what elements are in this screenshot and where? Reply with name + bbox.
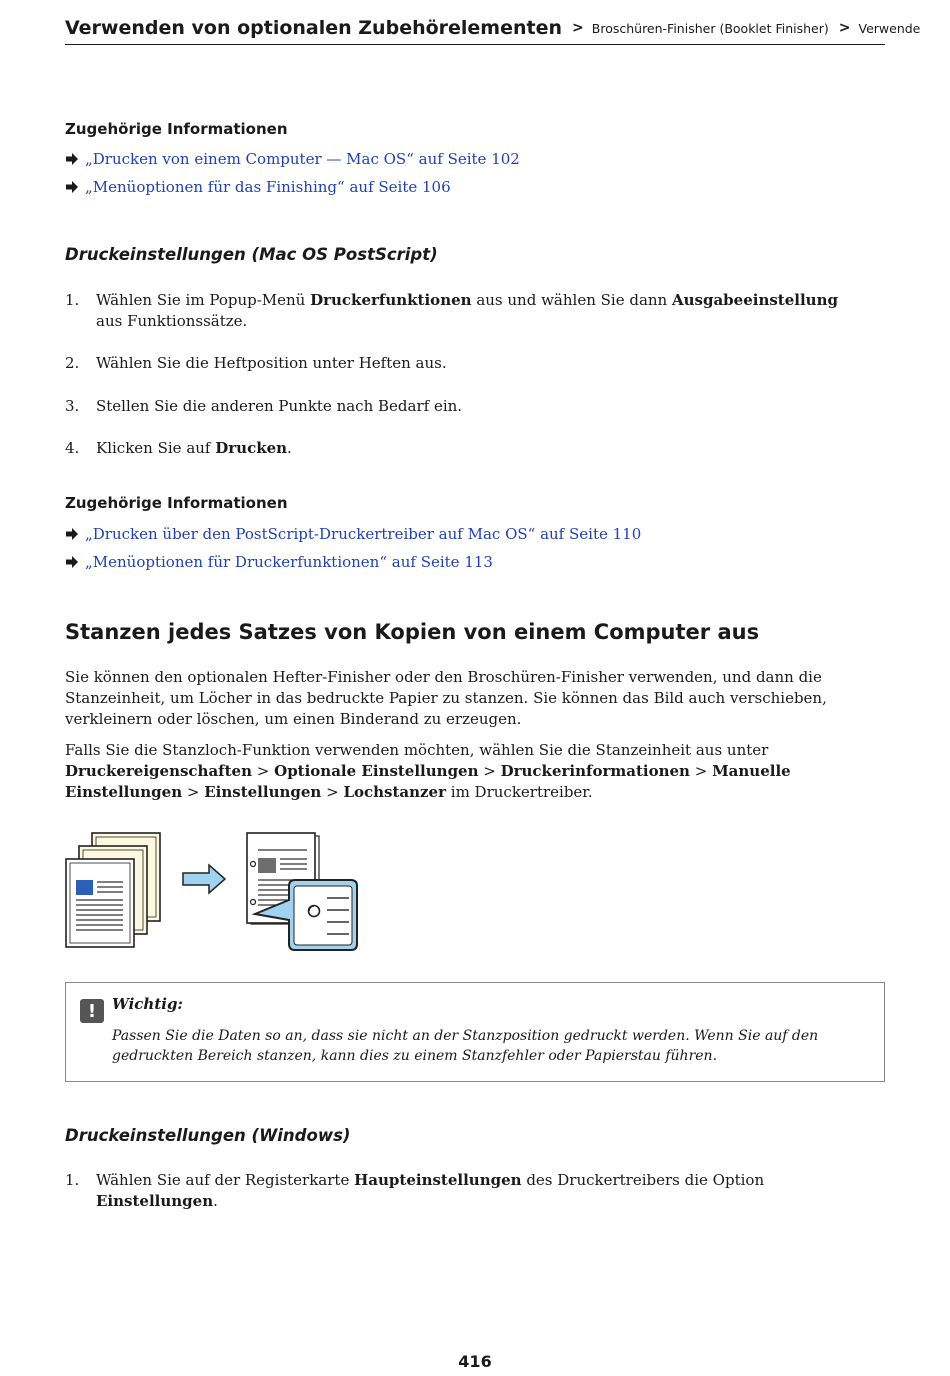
arrow-right-icon	[65, 152, 79, 166]
related-link[interactable]	[65, 150, 520, 168]
page-number: 416	[458, 1352, 492, 1371]
related-info-heading: Zugehörige Informationen	[65, 120, 288, 138]
ui-term: Optionale Einstellungen	[274, 762, 479, 780]
breadcrumb-separator: >	[572, 20, 584, 36]
related-link-text[interactable]: „Menüoptionen für das Finishing“ auf Seite 106	[85, 178, 451, 196]
arrow-right-icon	[65, 555, 79, 569]
step-item	[65, 1170, 885, 1212]
ui-term: Druckereigenschaften	[65, 762, 253, 780]
section-heading: Stanzen jedes Satzes von Kopien von einem Computer aus	[65, 620, 760, 644]
ui-term: Einstellungen	[96, 1192, 214, 1210]
subsection-heading: Druckeinstellungen (Mac OS PostScript)	[65, 245, 438, 264]
step-item	[65, 396, 885, 417]
chapter-title: Verwenden von optionalen Zubehörelementen	[65, 17, 563, 39]
step-item	[65, 353, 885, 374]
body-paragraph: Sie können den optionalen Hefter-Finisher oder den Broschüren-Finisher verwenden, und dann die Stanzeinheit, um Löcher in das bedruckte Papier zu stanzen. Sie können das Bild auch verschieben, verkleinern oder löschen, um einen Binderand zu erzeugen.	[65, 668, 827, 728]
step-text: Stellen Sie die anderen Punkte nach Bedarf ein.	[96, 397, 463, 415]
step-number: 4.	[65, 439, 80, 457]
breadcrumb-item[interactable]: Verwende	[858, 20, 921, 36]
punch-illustration	[63, 830, 363, 954]
step-text: Wählen Sie im Popup-Menü Druckerfunktionen aus und wählen Sie dann Ausgabeeinstellung aus Funktionssätze.	[96, 291, 838, 330]
step-item	[65, 290, 885, 332]
ui-term: Manuelle Einstellungen	[65, 762, 791, 801]
breadcrumb-item[interactable]: Broschüren-Finisher (Booklet Finisher)	[591, 20, 829, 36]
arrow-right-icon	[65, 527, 79, 541]
ui-term: Haupteinstellungen	[354, 1171, 522, 1189]
step-text: Klicken Sie auf Drucken.	[96, 439, 292, 457]
arrow-right-icon	[183, 865, 225, 893]
ui-term: Druckerfunktionen	[310, 291, 472, 309]
breadcrumb-separator: >	[838, 20, 851, 36]
related-link-text[interactable]: „Drucken über den PostScript-Druckertreiber auf Mac OS“ auf Seite 110	[85, 525, 642, 543]
page-header	[65, 12, 921, 45]
body-paragraph: Falls Sie die Stanzloch-Funktion verwenden möchten, wählen Sie die Stanzeinheit aus unter Druckereigenschaften > Optionale Einstellungen > Druckerinformationen > Manuelle Einstellungen > Einstellungen > Lochstanzer im Druckertreiber.	[65, 741, 791, 801]
step-item	[65, 438, 885, 459]
related-link-text[interactable]: „Menüoptionen für Druckerfunktionen“ auf Seite 113	[85, 553, 493, 571]
document-stack-icon	[66, 833, 160, 947]
ui-term: Ausgabeeinstellung	[671, 291, 838, 309]
ui-term: Lochstanzer	[343, 783, 446, 801]
note-text: Passen Sie die Daten so an, dass sie nicht an der Stanzposition gedruckt werden. Wenn Sie auf den gedruckten Bereich stanzen, kann dies zu einem Stanzfehler oder Papierstau führen.	[112, 1028, 819, 1064]
important-note	[65, 982, 885, 1082]
step-number: 1.	[65, 1171, 80, 1189]
related-link[interactable]	[65, 178, 451, 196]
ui-term: Einstellungen	[204, 783, 322, 801]
warning-icon: !	[80, 999, 104, 1023]
step-text: Wählen Sie die Heftposition unter Heften aus.	[96, 354, 447, 372]
step-number: 3.	[65, 397, 80, 415]
related-link[interactable]	[65, 553, 493, 571]
subsection-heading: Druckeinstellungen (Windows)	[65, 1126, 351, 1145]
arrow-right-icon	[65, 180, 79, 194]
related-link[interactable]	[65, 525, 641, 543]
note-title: Wichtig:	[112, 995, 183, 1013]
related-info-heading: Zugehörige Informationen	[65, 494, 288, 512]
ui-term: Drucken	[215, 439, 288, 457]
step-number: 1.	[65, 291, 80, 309]
related-link-text[interactable]: „Drucken von einem Computer — Mac OS“ auf Seite 102	[85, 150, 520, 168]
ui-term: Druckerinformationen	[500, 762, 690, 780]
step-number: 2.	[65, 354, 80, 372]
step-text: Wählen Sie auf der Registerkarte Haupteinstellungen des Druckertreibers die Option Einstellungen.	[96, 1171, 765, 1210]
